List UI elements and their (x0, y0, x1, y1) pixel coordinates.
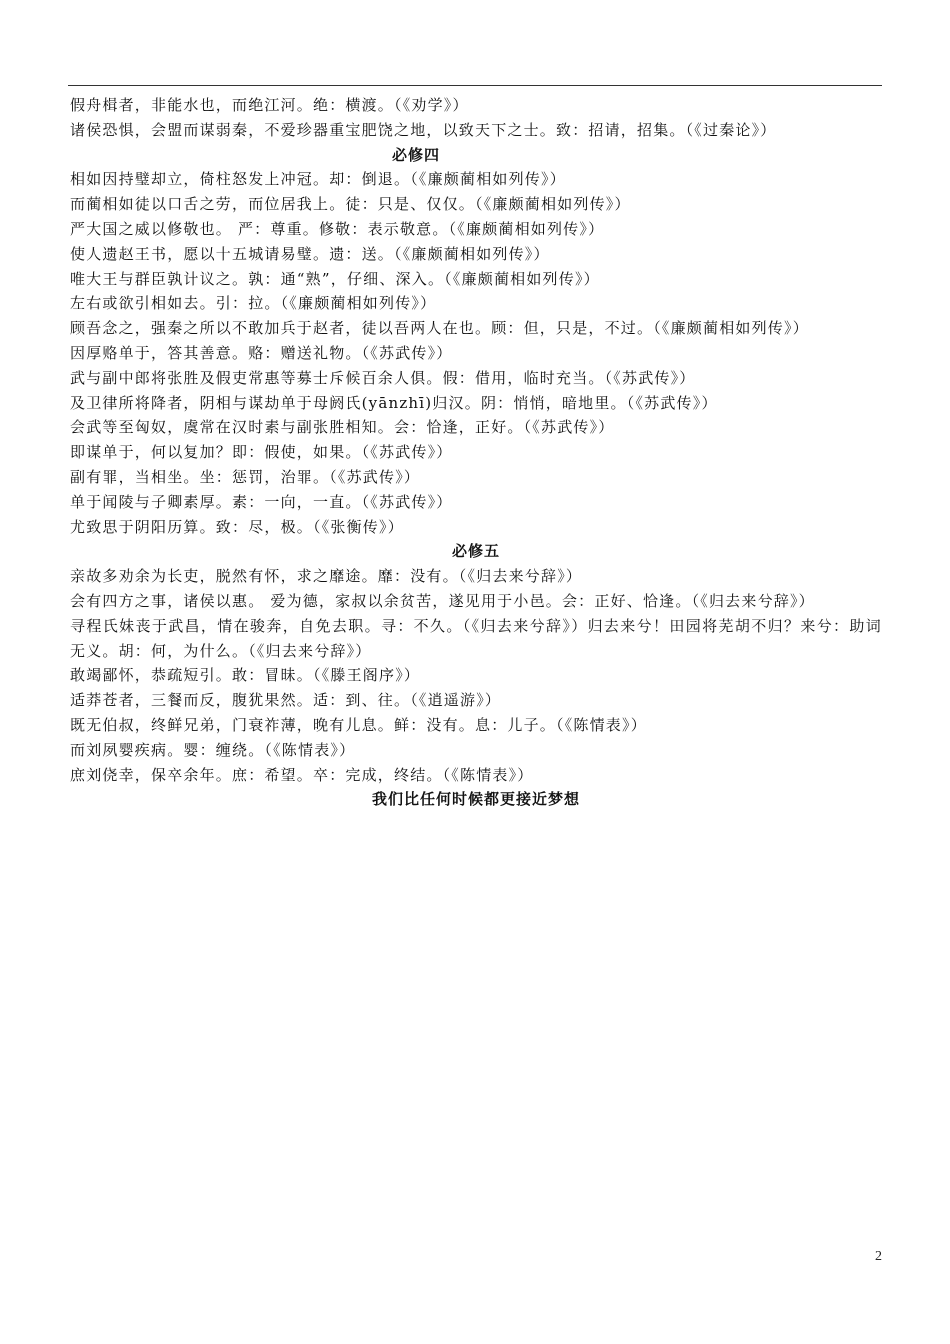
text-line: 假舟楫者，非能水也，而绝江河。绝：横渡。（《劝学》） (70, 96, 469, 114)
closing-motto: 我们比任何时候都更接近梦想 (371, 790, 580, 809)
text-line: 左右或欲引相如去。引：拉。（《廉颇蔺相如列传》） (70, 294, 437, 313)
text-line: 单于闻陵与子卿素厚。素：一向，一直。（《苏武传》） (70, 492, 453, 511)
text-line: 武与副中郎将张胜及假吏常惠等募士斥候百余人俱。假：借用，临时充当。（《苏武传》） (70, 368, 696, 387)
text-line: 尤致思于阴阳历算。致：尽，极。（《张衡传》） (70, 517, 404, 536)
text-line: 会武等至匈奴，虞常在汉时素与副张胜相知。会：恰逢，正好。（《苏武传》） (70, 418, 615, 437)
text-line: 既无伯叔，终鲜兄弟，门衰祚薄，晚有儿息。鲜：没有。息：儿子。（《陈情表》） (70, 715, 647, 734)
section-heading-compulsory-5: 必修五 (451, 542, 500, 561)
text-line: 使人遗赵王书，愿以十五城请易璧。遗：送。（《廉颇蔺相如列传》） (70, 244, 550, 263)
text-line: 严大国之威以修敬也。 严：尊重。修敬：表示敬意。（《廉颇蔺相如列传》） (70, 219, 605, 238)
text-line: 敢竭鄙怀，恭疏短引。敢：冒昧。（《滕王阁序》） (70, 666, 421, 685)
text-line: 即谋单于，何以复加？即：假使，如果。（《苏武传》） (70, 443, 453, 462)
text-line: 诸侯恐惧，会盟而谋弱秦，不爱珍器重宝肥饶之地，以致天下之士。致：招请，招集。（《过秦论》） (70, 120, 777, 139)
header-rule (68, 85, 882, 86)
text-line: 庶刘侥幸，保卒余年。庶：希望。卒：完成，终结。（《陈情表》） (70, 765, 534, 784)
text-line: 唯大王与群臣孰计议之。孰：通“熟”，仔细、深入。（《廉颇蔺相如列传》） (70, 269, 600, 288)
text-line: 而蔺相如徒以口舌之劳，而位居我上。徒：只是、仅仅。（《廉颇蔺相如列传》） (70, 195, 631, 214)
text-line: 相如因持璧却立，倚柱怒发上冲冠。却：倒退。（《廉颇蔺相如列传》） (70, 170, 566, 189)
page-number: 2 (875, 1249, 882, 1264)
text-line: 顾吾念之，强秦之所以不敢加兵于赵者，徒以吾两人在也。顾：但，只是，不过。（《廉颇蔺相如列传》） (70, 319, 809, 338)
text-line: 而刘夙婴疾病。婴：缠绕。（《陈情表》） (70, 740, 356, 759)
text-line: 因厚赂单于，答其善意。赂：赠送礼物。（《苏武传》） (70, 343, 453, 362)
text-line: 寻程氏妹丧于武昌，情在骏奔，自免去职。寻：不久。（《归去来兮辞》）归去来兮！田园将芜胡不归？来兮：助词无义。胡：何，为什么。（《归去来兮辞》） (70, 616, 882, 660)
text-line: 及卫律所将降者，阴相与谋劫单于母阏氏(yānzhī)归汉。阴：悄悄，暗地里。（《苏武传》） (70, 393, 718, 412)
text-line: 亲故多劝余为长吏，脱然有怀，求之靡途。靡：没有。（《归去来兮辞》） (70, 567, 583, 586)
text-line: 会有四方之事，诸侯以惠。 爱为德，家叔以余贫苦，遂见用于小邑。会：正好、恰逢。（《归去来兮辞》） (70, 591, 815, 610)
text-line: 适莽苍者，三餐而反，腹犹果然。适：到、往。（《逍遥游》） (70, 691, 502, 710)
text-line: 副有罪，当相坐。坐：惩罚，治罪。（《苏武传》） (70, 467, 421, 486)
document-body (70, 93, 882, 812)
section-heading-compulsory-4: 必修四 (391, 145, 440, 164)
